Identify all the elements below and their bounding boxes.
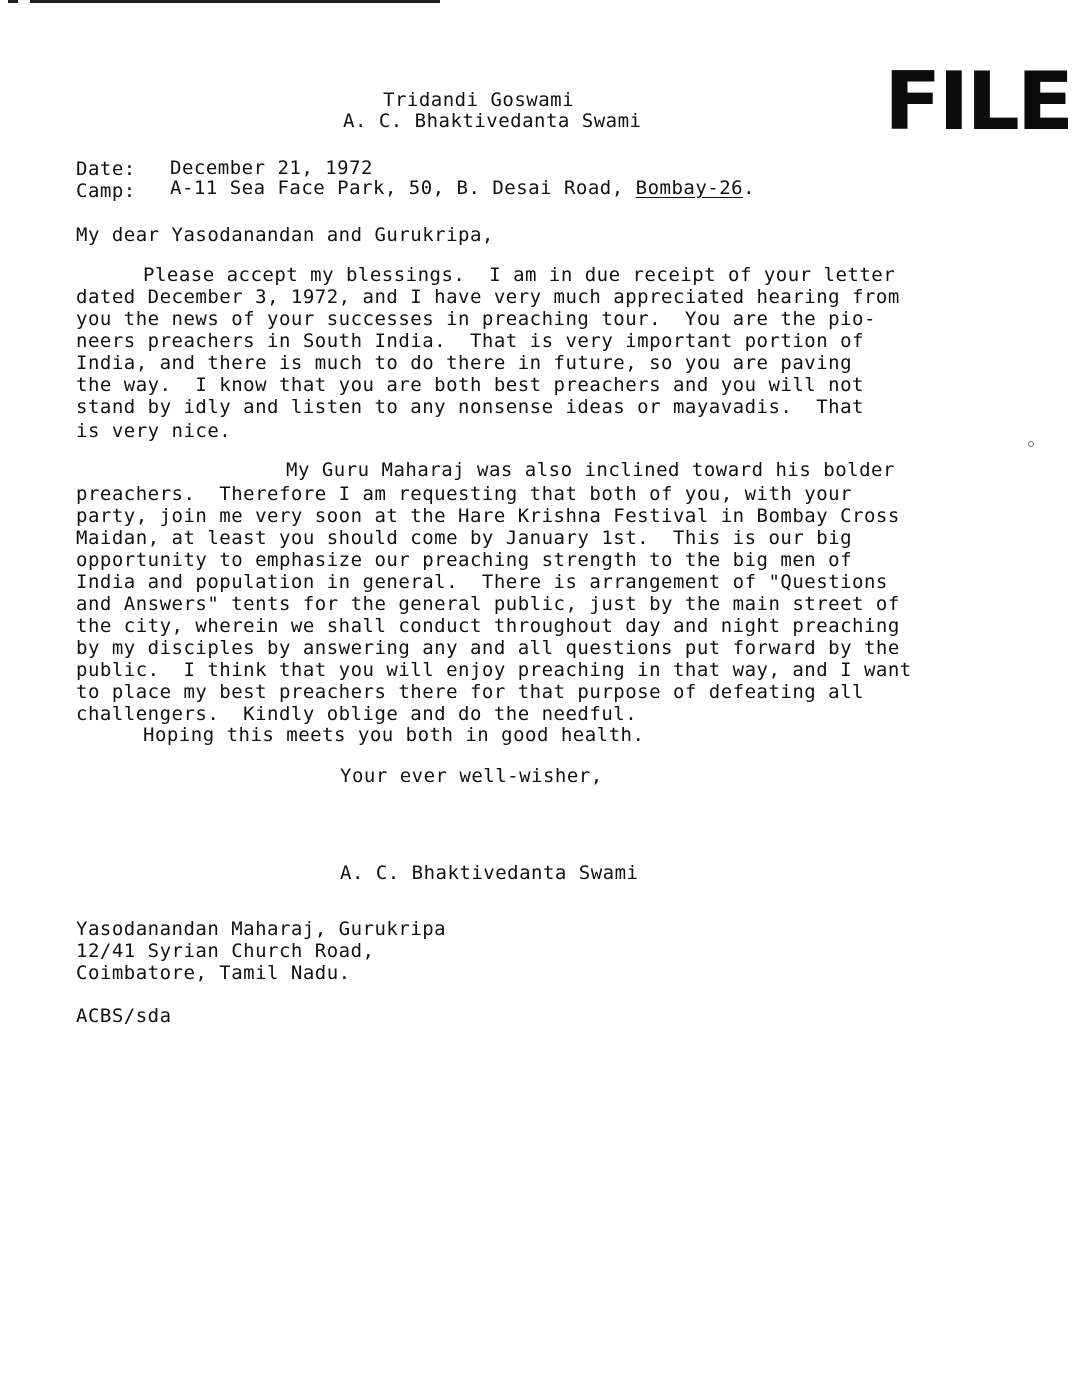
letterhead-line-2: A. C. Bhaktivedanta Swami (343, 110, 642, 132)
letterhead-line-1: Tridandi Goswami (383, 89, 575, 111)
stray-mark (1028, 441, 1034, 447)
paragraph-1-line: dated December 3, 1972, and I have very much appreciated hearing from (76, 286, 900, 308)
camp-period: . (743, 177, 756, 199)
valediction: Your ever well-wisher, (340, 765, 603, 787)
address-line: Coimbatore, Tamil Nadu. (76, 962, 351, 984)
file-stamp: FILE (884, 55, 1071, 148)
paragraph-2-line: the city, wherein we shall conduct throughout day and night preaching (76, 615, 900, 637)
address-line: Yasodanandan Maharaj, Gurukripa (76, 918, 447, 940)
top-rule-tick (8, 0, 18, 3)
paragraph-2-line: India and population in general. There is arrangement of "Questions (76, 571, 888, 593)
paragraph-2-line: by my disciples by answering any and all questions put forward by the (76, 637, 900, 659)
paragraph-1-line: India, and there is much to do there in future, so you are paving (76, 352, 853, 374)
paragraph-1-line: Please accept my blessings. I am in due receipt of your letter (143, 264, 896, 286)
camp-city: Bombay-26 (635, 177, 744, 199)
paragraph-2-line: My Guru Maharaj was also inclined toward his bolder (286, 459, 895, 481)
date-value: December 21, 1972 (170, 157, 373, 179)
paragraph-2-line: public. I think that you will enjoy preaching in that way, and I want (76, 659, 912, 681)
camp-label: Camp: (76, 180, 136, 202)
paragraph-2-line: opportunity to emphasize our preaching strength to the big men of (76, 549, 853, 571)
reference-initials: ACBS/sda (76, 1005, 172, 1027)
signature-name: A. C. Bhaktivedanta Swami (340, 862, 639, 884)
paragraph-1-line: stand by idly and listen to any nonsense ideas or mayavadis. That (76, 396, 864, 418)
salutation: My dear Yasodanandan and Gurukripa, (76, 224, 494, 246)
address-line: 12/41 Syrian Church Road, (76, 940, 375, 962)
date-label: Date: (76, 158, 136, 180)
paragraph-2-line: and Answers" tents for the general public, just by the main street of (76, 593, 900, 615)
paragraph-1-line: the way. I know that you are both best preachers and you will not (76, 374, 864, 396)
paragraph-1-line: neers preachers in South India. That is very important portion of (76, 330, 864, 352)
top-rule (30, 0, 440, 3)
camp-value (170, 177, 755, 199)
paragraph-1-line: is very nice. (76, 420, 232, 442)
closing-line: Hoping this meets you both in good health. (143, 724, 645, 746)
paragraph-2-line: Maidan, at least you should come by January 1st. This is our big (76, 527, 853, 549)
camp-address: A-11 Sea Face Park, 50, B. Desai Road, (170, 177, 624, 199)
paragraph-2-line: to place my best preachers there for that purpose of defeating all (76, 681, 864, 703)
paragraph-1-line: you the news of your successes in preaching tour. You are the pio- (76, 308, 876, 330)
paragraph-2-line: party, join me very soon at the Hare Krishna Festival in Bombay Cross (76, 505, 900, 527)
paragraph-2-line: preachers. Therefore I am requesting that both of you, with your (76, 483, 853, 505)
paragraph-2-line: challengers. Kindly oblige and do the needful. (76, 703, 638, 725)
